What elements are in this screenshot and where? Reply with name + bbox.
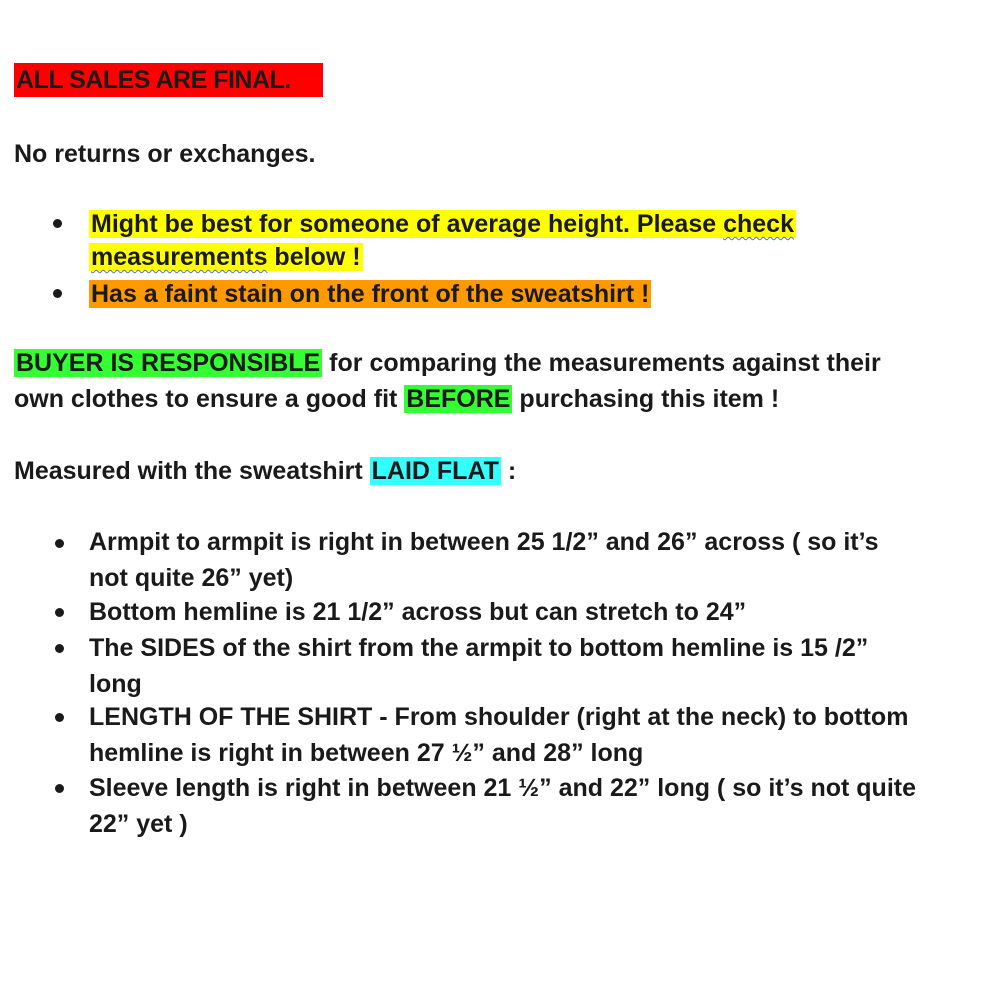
sleeve-measurement-line2: 22” yet ) xyxy=(89,810,188,838)
no-returns-text: No returns or exchanges. xyxy=(14,140,316,168)
armpit-measurement-line1: Armpit to armpit is right in between 25 1/2” and 26” across ( so it’s xyxy=(89,528,879,556)
before-highlight: BEFORE xyxy=(406,385,511,413)
armpit-measurement-line2: not quite 26” yet) xyxy=(89,564,294,592)
spellcheck-word: measurements xyxy=(91,243,268,271)
hemline-measurement: Bottom hemline is 21 1/2” across but can stretch to 24” xyxy=(89,598,747,626)
measured-intro: Measured with the sweatshirt LAID FLAT : xyxy=(14,457,517,485)
final-sale-text: ALL SALES ARE FINAL. xyxy=(14,63,323,97)
bullet-icon xyxy=(55,608,64,617)
bullet-icon xyxy=(53,219,62,228)
length-measurement-line2: hemline is right in between 27 ½” and 28” long xyxy=(89,739,644,767)
bullet-icon xyxy=(55,644,64,653)
final-sale-heading xyxy=(14,62,323,98)
buyer-responsible-line1: BUYER IS RESPONSIBLE for comparing the measurements against their xyxy=(16,349,881,377)
sides-measurement-line2: long xyxy=(89,670,142,698)
bullet-icon xyxy=(53,289,62,298)
sleeve-measurement-line1: Sleeve length is right in between 21 ½” and 22” long ( so it’s not quite xyxy=(89,774,916,802)
height-note-line2: measurements below ! xyxy=(91,243,361,271)
bullet-icon xyxy=(55,713,64,722)
height-note-line1: Might be best for someone of average height. Please check xyxy=(91,210,794,238)
laid-flat-highlight: LAID FLAT xyxy=(371,457,499,485)
buyer-responsible-highlight: BUYER IS RESPONSIBLE xyxy=(16,349,321,377)
bullet-icon xyxy=(55,539,64,548)
buyer-responsible-line2: own clothes to ensure a good fit BEFORE purchasing this item ! xyxy=(14,385,780,413)
length-measurement-line1: LENGTH OF THE SHIRT - From shoulder (right at the neck) to bottom xyxy=(89,703,909,731)
bullet-icon xyxy=(55,784,64,793)
sides-measurement-line1: The SIDES of the shirt from the armpit to bottom hemline is 15 /2” xyxy=(89,634,869,662)
spellcheck-word: check xyxy=(723,210,794,238)
stain-note: Has a faint stain on the front of the sweatshirt ! xyxy=(91,280,650,308)
